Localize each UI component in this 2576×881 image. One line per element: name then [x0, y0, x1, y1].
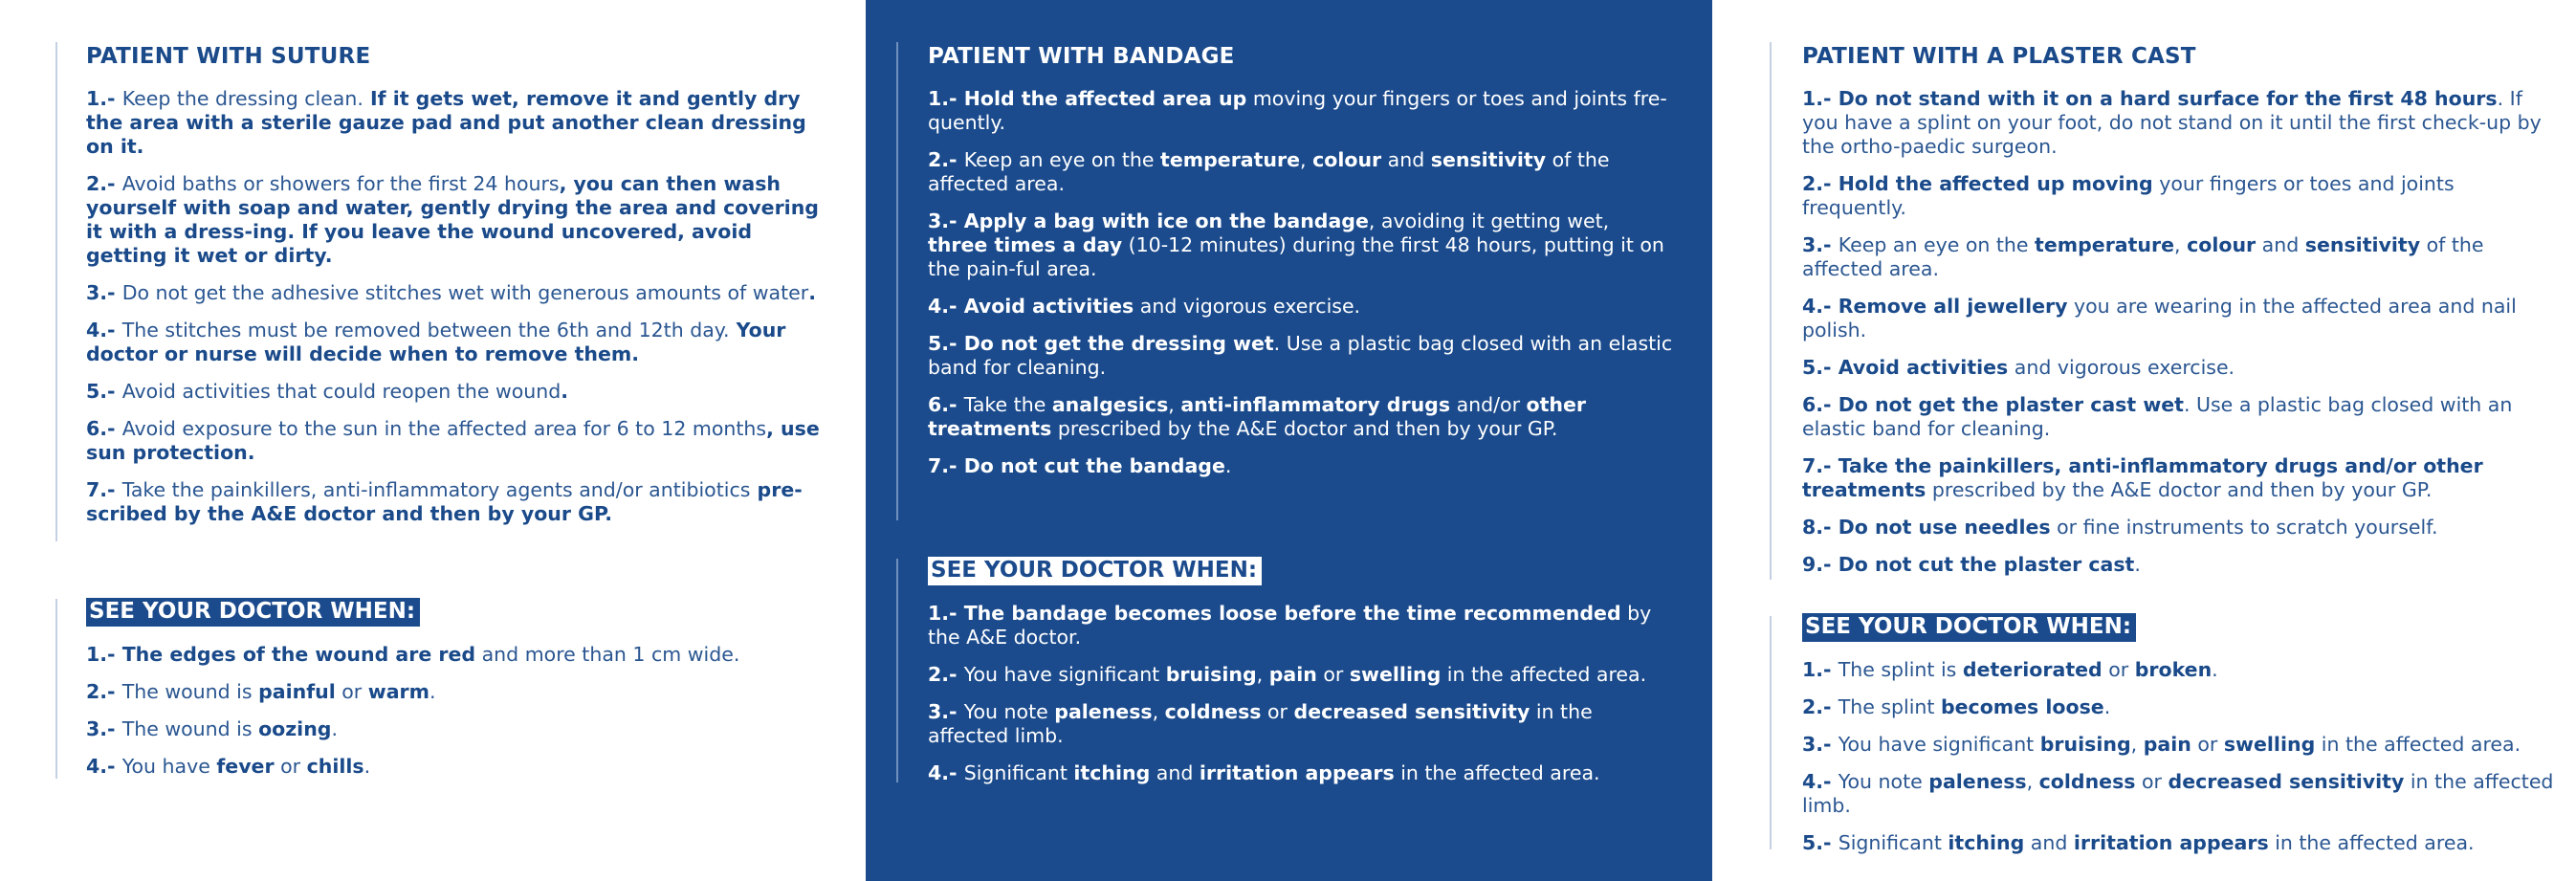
doctor-list [1802, 658, 2558, 855]
item-text: or fine instruments to scratch yourself. [2050, 516, 2438, 539]
item-text: and [1150, 761, 1200, 784]
list-item [1802, 831, 2558, 855]
item-text: , avoiding it getting wet, [1368, 209, 1610, 232]
item-text: or [335, 680, 368, 703]
item-text: , [1300, 148, 1313, 171]
suture-doctor-section [86, 598, 823, 792]
list-item [1802, 356, 2548, 380]
item-text: by the A&E doctor. [928, 602, 1652, 649]
item-text: or [1316, 663, 1350, 686]
bandage-doctor-section [928, 557, 1674, 799]
item-text: you are wearing in the affected area and nail polish. [1802, 295, 2517, 341]
list-item [928, 761, 1674, 785]
item-emphasis: sensitivity [2304, 233, 2421, 256]
item-number: 2.- [86, 172, 122, 195]
item-emphasis: The edges of the wound are red [121, 643, 476, 666]
item-text: The splint is [1838, 658, 1963, 681]
plaster-column [1712, 0, 2576, 881]
list-item [86, 417, 823, 465]
item-emphasis: decreased sensitivity [1293, 700, 1530, 723]
item-number: 7.- [928, 454, 964, 477]
list-item [928, 663, 1674, 687]
list-item [1802, 172, 2548, 220]
item-emphasis: Do not cut the bandage [963, 454, 1225, 477]
list-item [1802, 454, 2548, 502]
item-text: Do not get the adhesive stitches wet with generous amounts of water [121, 281, 809, 304]
plaster-doctor-section [1802, 613, 2558, 869]
item-text: , [2026, 770, 2039, 793]
item-emphasis: bruising [2039, 733, 2131, 756]
item-emphasis: Avoid activities [1838, 356, 2009, 379]
item-text: . [363, 755, 371, 778]
item-text: You note [1838, 770, 1929, 793]
item-number: 6.- [1802, 393, 1838, 416]
item-text: or [2102, 658, 2135, 681]
item-number: 1.- [86, 87, 122, 110]
doctor-list [928, 602, 1674, 785]
item-text: or [2135, 770, 2169, 793]
item-emphasis: decreased sensitivity [2168, 770, 2405, 793]
item-text: Avoid baths or showers for the first 24 hours [121, 172, 560, 195]
item-text: You have significant [963, 663, 1166, 686]
item-emphasis: Do not get the plaster cast wet [1838, 393, 2184, 416]
item-emphasis: swelling [1349, 663, 1442, 686]
item-emphasis: painful [258, 680, 336, 703]
item-text: . [331, 717, 338, 740]
item-emphasis: . [561, 380, 569, 403]
item-text: or [1261, 700, 1294, 723]
item-number: 2.- [928, 663, 964, 686]
column-divider [55, 599, 57, 779]
item-emphasis: swelling [2223, 733, 2316, 756]
list-item [1802, 553, 2548, 577]
item-number: 5.- [928, 332, 964, 355]
item-emphasis: Apply a bag with ice on the bandage [963, 209, 1369, 232]
item-text: . [429, 680, 436, 703]
item-text: , [2174, 233, 2188, 256]
list-item [928, 454, 1674, 478]
column-divider [1770, 42, 1772, 580]
item-text: and [1381, 148, 1431, 171]
item-emphasis: becomes loose [1940, 695, 2104, 718]
item-number: 3.- [86, 717, 122, 740]
list-item [928, 87, 1674, 135]
item-number: 4.- [928, 295, 964, 318]
item-text: or [2191, 733, 2224, 756]
item-emphasis: three times a day [928, 233, 1123, 256]
item-number: 2.- [1802, 695, 1838, 718]
see-doctor-heading: SEE YOUR DOCTOR WHEN: [1802, 613, 2136, 642]
item-text: The splint [1838, 695, 1941, 718]
item-emphasis: Hold the affected area up [963, 87, 1247, 110]
item-emphasis: colour [1312, 148, 1382, 171]
section-title: PATIENT WITH SUTURE [86, 44, 371, 69]
list-item [928, 295, 1674, 319]
item-emphasis: coldness [1164, 700, 1262, 723]
item-emphasis: broken [2134, 658, 2213, 681]
item-text: . [2212, 658, 2218, 681]
list-item [1802, 233, 2548, 281]
item-text: . Use a plastic bag closed with an elastic band for cleaning. [928, 332, 1673, 379]
item-text: You note [963, 700, 1055, 723]
item-emphasis: , you can then wash yourself with soap and water, gently drying the area and covering it with a dress-ing. If you leave the wound uncovered, avoid getting it wet or dirty. [86, 172, 819, 267]
item-emphasis: If it gets wet, remove it and gently dry the area with a sterile gauze pad and put another clean dressing on it. [86, 87, 806, 158]
list-item [86, 755, 823, 779]
item-text: or [274, 755, 307, 778]
section-title: PATIENT WITH BANDAGE [928, 44, 1235, 69]
list-item [1802, 295, 2548, 342]
care-list [86, 87, 823, 526]
list-item [86, 319, 823, 366]
item-text: Avoid exposure to the sun in the affected area for 6 to 12 months [121, 417, 767, 440]
item-number: 4.- [928, 761, 964, 784]
item-text: The stitches must be removed between the 6th and 12th day. [121, 319, 730, 341]
item-text: . [2103, 695, 2111, 718]
list-item [86, 717, 823, 741]
item-text: , [1256, 663, 1269, 686]
care-list [928, 87, 1674, 478]
item-number: 5.- [1802, 356, 1838, 379]
item-text: Avoid activities that could reopen the wound [121, 380, 561, 403]
item-emphasis: paleness [1928, 770, 2027, 793]
item-text: in the affected area. [1441, 663, 1647, 686]
list-item [928, 602, 1674, 650]
item-emphasis: Do not get the dressing wet [963, 332, 1274, 355]
item-number: 7.- [86, 478, 122, 501]
item-number: 4.- [1802, 295, 1838, 318]
item-text: and vigorous exercise. [2008, 356, 2235, 379]
item-emphasis: paleness [1054, 700, 1153, 723]
item-text: You have significant [1838, 733, 2040, 756]
item-text: . [1224, 454, 1232, 477]
item-number: 6.- [86, 417, 122, 440]
suture-care-section [86, 44, 823, 540]
item-text: in the affected area. [2315, 733, 2521, 756]
item-emphasis: irritation appears [2073, 831, 2269, 854]
list-item [928, 700, 1674, 748]
item-emphasis: Avoid activities [963, 295, 1134, 318]
item-emphasis: colour [2187, 233, 2257, 256]
item-emphasis: chills [306, 755, 364, 778]
list-item [1802, 87, 2548, 159]
item-emphasis: other treatments [928, 393, 1587, 440]
item-text: in the affected area. [2268, 831, 2475, 854]
see-doctor-heading: SEE YOUR DOCTOR WHEN: [86, 598, 420, 627]
item-text: moving your fingers or toes and joints fre-quently. [928, 87, 1667, 134]
item-text: Keep the dressing clean. [121, 87, 363, 110]
suture-column [0, 0, 866, 881]
list-item [1802, 695, 2558, 719]
item-number: 8.- [1802, 516, 1838, 539]
item-text: prescribed by the A&E doctor and then by your GP. [1926, 478, 2433, 501]
item-number: 6.- [928, 393, 964, 416]
item-text: The wound is [121, 717, 259, 740]
item-emphasis: coldness [2038, 770, 2136, 793]
item-emphasis: Hold the affected up moving [1838, 172, 2153, 195]
list-item [86, 380, 823, 404]
see-doctor-heading: SEE YOUR DOCTOR WHEN: [928, 557, 1262, 585]
item-emphasis: fever [216, 755, 275, 778]
item-number: 1.- [86, 643, 122, 666]
list-item [86, 478, 823, 526]
item-emphasis: Do not stand with it on a hard surface for the first 48 hours [1838, 87, 2498, 110]
item-number: 4.- [86, 319, 122, 341]
item-text: , [1168, 393, 1181, 416]
item-number: 2.- [1802, 172, 1838, 195]
list-item [86, 680, 823, 704]
item-text: in the affected limb. [1802, 770, 2554, 817]
item-text: . If you have a splint on your foot, do not stand on it until the first check-up by the ortho-paedic surgeon. [1802, 87, 2542, 158]
list-item [1802, 733, 2558, 757]
list-item [1802, 393, 2548, 441]
item-emphasis: deteriorated [1962, 658, 2103, 681]
item-emphasis: Do not use needles [1838, 516, 2051, 539]
list-item [1802, 770, 2558, 818]
item-text: , [1152, 700, 1165, 723]
list-item [928, 148, 1674, 196]
item-emphasis: Take the painkillers, anti-inflammatory drugs and/or other treatments [1802, 454, 2483, 501]
item-emphasis: anti-inflammatory drugs [1180, 393, 1451, 416]
list-item [928, 209, 1674, 281]
item-text: . Use a plastic bag closed with an elastic band for cleaning. [1802, 393, 2513, 440]
item-text: , [2130, 733, 2144, 756]
item-emphasis: temperature [2035, 233, 2175, 256]
doctor-list [86, 643, 823, 779]
list-item [86, 87, 823, 159]
item-number: 4.- [1802, 770, 1838, 793]
list-item [86, 281, 823, 305]
item-emphasis: The bandage becomes loose before the time recommended [963, 602, 1621, 625]
column-divider [1770, 616, 1772, 849]
item-text: your fingers or toes and joints frequently. [1802, 172, 2455, 219]
item-number: 1.- [928, 602, 964, 625]
item-text: and [2256, 233, 2305, 256]
column-divider [896, 559, 898, 782]
column-divider [896, 42, 898, 520]
item-emphasis: pre-scribed by the A&E doctor and then by your GP. [86, 478, 803, 525]
list-item [928, 332, 1674, 380]
item-text: of the affected area. [928, 148, 1610, 195]
item-emphasis: itching [1073, 761, 1151, 784]
item-emphasis: pain [1268, 663, 1317, 686]
item-emphasis: bruising [1165, 663, 1257, 686]
item-emphasis: oozing [258, 717, 332, 740]
item-text: . [2134, 553, 2141, 576]
item-number: 2.- [928, 148, 964, 171]
item-emphasis: Remove all jewellery [1838, 295, 2068, 318]
section-title: PATIENT WITH A PLASTER CAST [1802, 44, 2196, 69]
item-text: Take the [963, 393, 1052, 416]
item-text: Significant [963, 761, 1074, 784]
bandage-care-section [928, 44, 1674, 492]
item-number: 1.- [1802, 658, 1838, 681]
item-number: 5.- [86, 380, 122, 403]
item-number: 4.- [86, 755, 122, 778]
item-emphasis: , use sun protection. [86, 417, 820, 464]
item-text: You have [121, 755, 217, 778]
item-emphasis: pain [2143, 733, 2191, 756]
item-emphasis: temperature [1160, 148, 1301, 171]
list-item [86, 172, 823, 268]
item-number: 3.- [1802, 233, 1838, 256]
item-text: in the affected limb. [928, 700, 1593, 747]
item-text: of the affected area. [1802, 233, 2484, 280]
item-text: Keep an eye on the [963, 148, 1161, 171]
item-text: Significant [1838, 831, 1949, 854]
item-text: and/or [1450, 393, 1527, 416]
list-item [86, 643, 823, 667]
item-emphasis: analgesics [1051, 393, 1169, 416]
item-emphasis: warm [367, 680, 429, 703]
plaster-care-section [1802, 44, 2548, 590]
bandage-column [866, 0, 1712, 881]
item-number: 3.- [1802, 733, 1838, 756]
item-text: and [2024, 831, 2074, 854]
item-text: The wound is [121, 680, 259, 703]
item-emphasis: Your doctor or nurse will decide when to remove them. [86, 319, 786, 365]
list-item [928, 393, 1674, 441]
care-list [1802, 87, 2548, 577]
item-number: 9.- [1802, 553, 1838, 576]
item-number: 3.- [928, 700, 964, 723]
list-item [1802, 658, 2558, 682]
item-text: in the affected area. [1394, 761, 1600, 784]
item-text: (10-12 minutes) during the first 48 hours, putting it on the pain-ful area. [928, 233, 1664, 280]
item-number: 3.- [86, 281, 122, 304]
item-emphasis: Do not cut the plaster cast [1838, 553, 2135, 576]
item-text: prescribed by the A&E doctor and then by your GP. [1051, 417, 1558, 440]
item-number: 1.- [1802, 87, 1838, 110]
item-text: Take the painkillers, anti-inflammatory agents and/or antibiotics [121, 478, 751, 501]
item-text: and more than 1 cm wide. [475, 643, 740, 666]
item-number: 7.- [1802, 454, 1838, 477]
item-emphasis: sensitivity [1430, 148, 1547, 171]
item-emphasis: irritation appears [1199, 761, 1395, 784]
item-number: 1.- [928, 87, 964, 110]
item-emphasis: itching [1948, 831, 2025, 854]
list-item [1802, 516, 2548, 540]
item-emphasis: . [808, 281, 816, 304]
item-text: and vigorous exercise. [1134, 295, 1361, 318]
item-number: 5.- [1802, 831, 1838, 854]
item-number: 3.- [928, 209, 964, 232]
column-divider [55, 42, 57, 541]
item-text: Keep an eye on the [1838, 233, 2036, 256]
item-number: 2.- [86, 680, 122, 703]
